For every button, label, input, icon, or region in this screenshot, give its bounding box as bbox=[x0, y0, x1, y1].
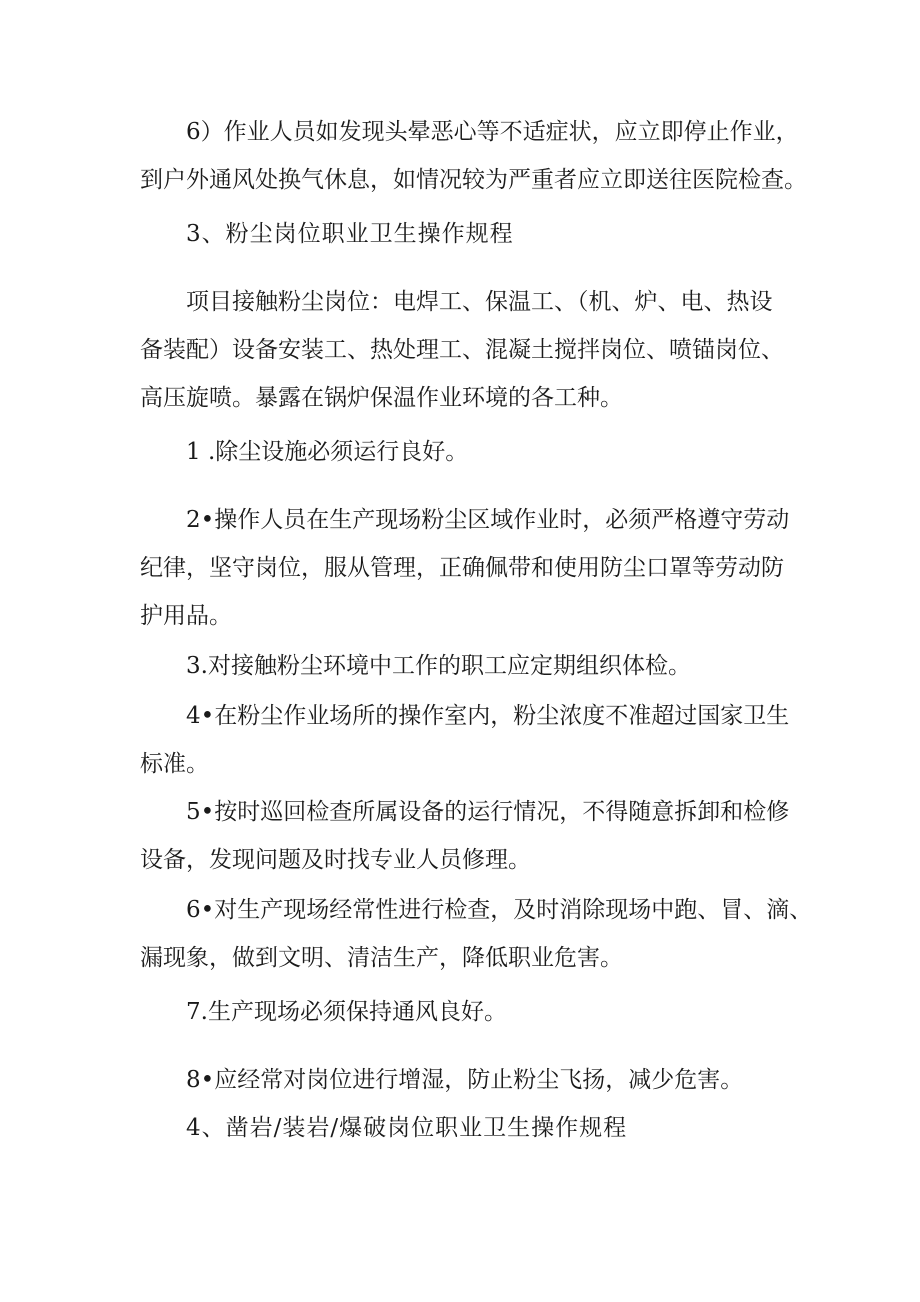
intro-line-2: 备装配）设备安装工、热处理工、混凝土搅拌岗位、喷锚岗位、 bbox=[140, 337, 784, 363]
item-3: 3.对接触粉尘环境中工作的职工应定期组织体检。 bbox=[186, 653, 691, 679]
item-5-line-1: 5•按时巡回检查所属设备的运行情况，不得随意拆卸和检修 bbox=[186, 799, 790, 825]
item-4-line-1: 4•在粉尘作业场所的操作室内，粉尘浓度不准超过国家卫生 bbox=[186, 703, 790, 729]
section-3-title: 3、粉尘岗位职业卫生操作规程 bbox=[186, 221, 514, 247]
item-8: 8•应经常对岗位进行增湿，防止粉尘飞扬，减少危害。 bbox=[186, 1067, 744, 1093]
item-7: 7.生产现场必须保持通风良好。 bbox=[186, 999, 507, 1025]
item-2-line-3: 护用品。 bbox=[140, 603, 232, 629]
intro-line-1: 项目接触粉尘岗位：电焊工、保温工、（机、炉、电、热设 bbox=[186, 289, 773, 315]
item-5-line-2: 设备，发现问题及时找专业人员修理。 bbox=[140, 847, 531, 873]
section-4-title: 4、凿岩/装岩/爆破岗位职业卫生操作规程 bbox=[186, 1115, 628, 1141]
item-4-line-2: 标准。 bbox=[140, 751, 209, 777]
para-6-line-2: 到户外通风处换气休息，如情况较为严重者应立即送往医院检查。 bbox=[140, 167, 807, 193]
para-6-line-1: 6）作业人员如发现头晕恶心等不适症状，应立即停止作业， bbox=[186, 119, 799, 145]
intro-line-3: 高压旋喷。暴露在锅炉保温作业环境的各工种。 bbox=[140, 385, 623, 411]
item-1: 1 .除尘设施必须运行良好。 bbox=[186, 439, 469, 465]
item-2-line-1: 2•操作人员在生产现场粉尘区域作业时，必须严格遵守劳动 bbox=[186, 507, 790, 533]
item-2-line-2: 纪律，坚守岗位，服从管理，正确佩带和使用防尘口罩等劳动防 bbox=[140, 555, 784, 581]
item-6-line-1: 6•对生产现场经常性进行检查，及时消除现场中跑、冒、滴、 bbox=[186, 897, 813, 923]
item-6-line-2: 漏现象，做到文明、清洁生产，降低职业危害。 bbox=[140, 945, 623, 971]
